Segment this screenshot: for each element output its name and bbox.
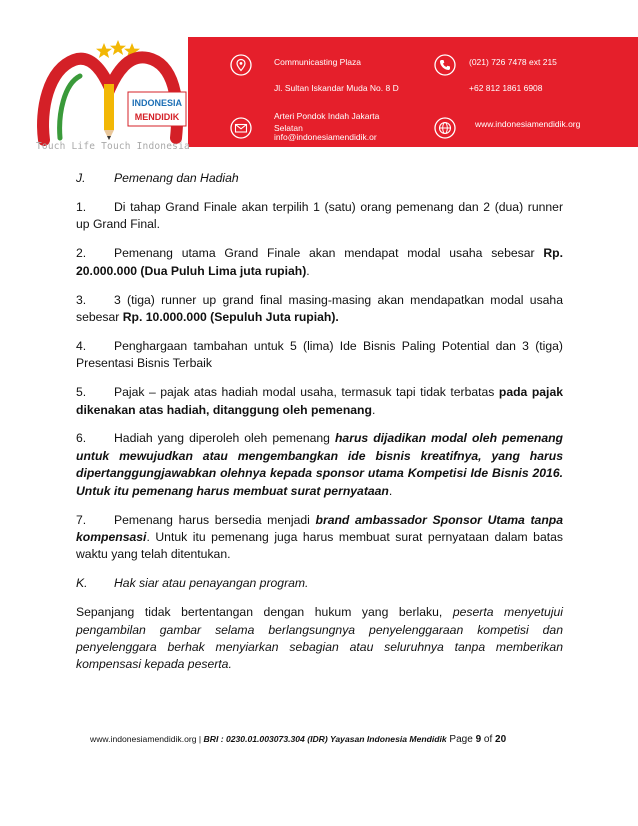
section-heading-j: J. Pemenang dan Hadiah [76,171,239,185]
page-total: 20 [495,734,507,745]
indonesia-mendidik-logo [30,40,210,152]
list-item-6: 6. Hadiah yang diperoleh oleh pemenang harus dijadikan modal oleh pemenang untuk mewujudkan atau mengembangkan ide bisnis kreatifnya, yang harus dipertanggungjawabkan olehnya kepada sponsor utama Kompetisi Ide Bisnis 2016. Untuk itu pemenang harus membuat surat pernyataan. [76,431,564,498]
list-item-4: 4. Penghargaan tambahan untuk 5 (lima) Ide Bisnis Paling Potential dan 3 (tiga) Presentasi Bisnis Terbaik [76,338,563,371]
phone-number-2: +62 812 1861 6908 [469,83,543,93]
list-item-1: 1. Di tahap Grand Finale akan terpilih 1 (satu) orang pemenang dan 2 (dua) runner up Grand Final. [76,199,563,232]
location-pin-icon [230,54,252,76]
mail-icon [230,117,252,139]
list-item-5: 5. Pajak – pajak atas hadiah modal usaha, termasuk tapi tidak terbatas pada pajak dikenakan atas hadiah, ditanggung oleh pemenang. [76,385,564,417]
footer-website[interactable]: www.indonesiamendidik.org | [90,734,204,744]
address-line-1: Communicasting Plaza [274,57,361,67]
page-footer: www.indonesiamendidik.org | BRI : 0230.01.003073.304 (IDR) Yayasan Indonesia Mendidik Page 9 of 20 [90,734,507,745]
globe-icon [434,117,456,139]
address-line-4: Selatan [274,123,303,133]
footer-bank-account: BRI : 0230.01.003073.304 (IDR) Yayasan Indonesia Mendidik [203,734,447,744]
document-body [76,170,563,685]
phone-number-1: (021) 726 7478 ext 215 [469,57,557,67]
address-line-2: Jl. Sultan Iskandar Muda No. 8 D [274,83,399,93]
section-heading-k: K. Hak siar atau penayangan program. [76,576,309,591]
logo-text-indonesia: INDONESIA [131,98,183,108]
closing-paragraph: Sepanjang tidak bertentangan dengan hukum yang berlaku, peserta menyetujui pengambilan gambar selama berlangsungnya penyelenggaraan kompetisi dan penyelenggara berhak menyiarkan sebagian atau seluruhnya tanpa memberikan kompensasi kepada peserta. [76,605,563,672]
list-item-2: 2. Pemenang utama Grand Finale akan mendapat modal usaha sebesar Rp. 20.000.000 (Dua Puluh Lima juta rupiah). [76,246,563,278]
logo-text-mendidik: MENDIDIK [134,112,180,122]
website-link[interactable]: www.indonesiamendidik.org [475,119,581,129]
email-address[interactable]: info@indonesiamendidik.or [274,132,377,142]
list-item-3: 3. 3 (tiga) runner up grand final masing-masing akan mendapatkan modal usaha sebesar Rp. 10.000.000 (Sepuluh Juta rupiah). [76,292,563,324]
phone-icon [434,54,456,76]
tagline: Touch Life Touch Indonesia [36,141,190,152]
address-line-3: Arteri Pondok Indah Jakarta [274,111,380,121]
header-band [188,37,638,147]
list-item-7: 7. Pemenang harus bersedia menjadi brand ambassador Sponsor Utama tanpa kompensasi. Untuk itu pemenang juga harus membuat surat pernyataan dalam batas waktu yang telah ditentukan. [76,512,563,562]
page-number: 9 [475,734,482,745]
